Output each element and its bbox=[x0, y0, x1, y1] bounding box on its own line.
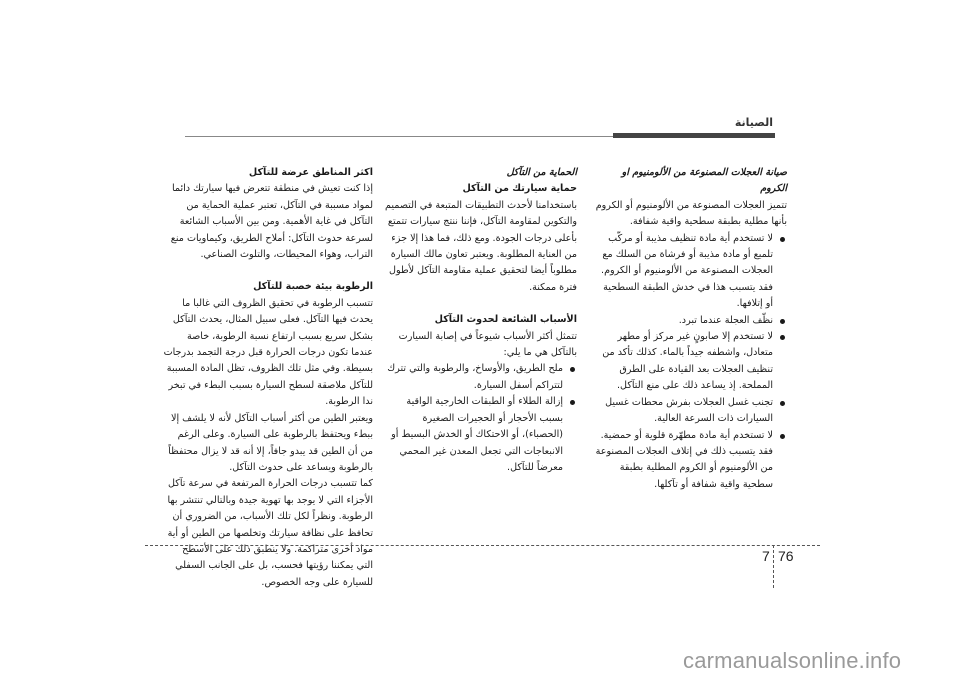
bullet-item: ملح الطريق، والأوساخ، والرطوبة والتي تترك لتتراكم أسفل السيارة. bbox=[385, 361, 577, 394]
page-number: 76 bbox=[778, 548, 794, 564]
wheel-care-bullets bbox=[595, 231, 787, 494]
column-corrosion-protection bbox=[385, 165, 577, 476]
heading-humidity: الرطوبة بيئة خصبة للتآكل bbox=[253, 281, 373, 293]
footer-dashed-rule bbox=[145, 545, 820, 546]
bullet-item: لا تستخدم إلا صابونٍ غير مركز أو مطهر متعادل، واشطفه جيداً بالماء. كذلك تأكد من تنظيف العجلات بعد القيادة على الطرق المملحة. إذ يساعد ذلك على منع التآكل. bbox=[595, 329, 787, 395]
high-risk-intro: إذا كنت تعيش في منطقة تتعرض فيها سيارتك دائما لمواد مسببة في التآكل، تعتبر عملية الحماية من التآكل في غاية الأهمية. ومن بين الأسباب الشائعة لسرعة حدوث التآكل: أملاح الطريق، وكيماويات منع التراب، وهواء المحيطات، والتلوث الصناعي. bbox=[170, 183, 373, 261]
bullet-item: نظّف العجلة عندما تبرد. bbox=[595, 313, 787, 329]
heading-corrosion-protection: الحماية من التآكل bbox=[506, 167, 577, 178]
humidity-paragraph-1: تتسبب الرطوبة في تحقيق الظروف التي غالبا ما يحدث فيها التآكل. فعلى سبيل المثال، يحدث التآكل بشكل سريع بسبب ارتفاع نسبة الرطوبة، خاصة عندما تكون درجات الحرارة قبل درجة التجمد بدرجات بسيطة. وفي مثل تلك الظروف، تظل المادة المسببة للتآكل ملاصقة لسطح السيارة بسبب البطء في تبخر ندا الرطوبة. bbox=[163, 297, 373, 408]
bullet-item: إزالة الطلاء أو الطبقات الخارجية الواقية بسبب الأحجار أو الحجيرات الصغيرة (الحصباء)، أو الاحتكاك أو الخدش البسيط أو الانبعاجات التي تجعل المعدن غير المحمي معرضاً للتآكل. bbox=[385, 394, 577, 476]
corrosion-intro: باستخدامنا لأحدث التطبيقات المتبعة في التصميم والتكوين لمقاومة التآكل، فإننا ننتج سيارات تتمتع بأعلى درجات الجودة. ومع ذلك، فما هذا إلا جزء من العناية المطلوبة. ويعتبر تعاون مالك السيارة مطلوباً أيضا لتحقيق عملية مقاومة التآكل لأطول فترة ممكنة. bbox=[385, 199, 577, 293]
bullet-item: تجنب غسل العجلات بفرش محطات غسيل السيارات ذات السرعة العالية. bbox=[595, 395, 787, 428]
section-title: الصيانة bbox=[734, 116, 773, 129]
bullet-item: لا تستخدم أية مادة مطهّرة قلوية أو حمضية. فقد يتسبب ذلك في إتلاف العجلات المصنوعة من الألومنيوم أو الكروم المطلية بطبقة سطحية واقية شفافة أو تآكلها. bbox=[595, 428, 787, 494]
causes-bullets bbox=[385, 361, 577, 476]
header-thin-rule bbox=[185, 136, 613, 137]
subheading-protect-vehicle: حماية سيارتك من التآكل bbox=[462, 183, 577, 195]
footer-page-divider bbox=[773, 545, 774, 588]
chapter-number: 7 bbox=[762, 548, 770, 564]
column-wheel-care bbox=[595, 165, 787, 493]
column-high-risk-areas bbox=[163, 165, 373, 591]
wheel-care-intro: تتميز العجلات المصنوعة من الألومنيوم أو الكروم بأنها مطلية بطبقة سطحية واقية شفافة. bbox=[595, 199, 787, 228]
heading-common-causes: الأسباب الشائعة لحدوث التآكل bbox=[434, 314, 577, 326]
causes-intro: تتمثل أكثر الأسباب شيوعاً في إصابة السيارت بالتآكل هي ما يلي: bbox=[398, 330, 577, 359]
header-thick-bar bbox=[613, 133, 775, 138]
humidity-paragraph-3: كما تتسبب درجات الحرارة المرتفعة في سرعة تآكل الأجزاء التي لا يوجد بها تهوية جيدة وبالتالي تنتشر بها الرطوبة. ونظراً لكل تلك الأسباب، من الضروري أن تحافظ على نظافة سيارتك وتخلصها من الطين أو أية مواد أخرى متراكمة. ولا ينطبق ذلك على الأسطح التي يمكننا رؤيتها فحسب، بل على الجانب السفلي للسيارة على وجه الخصوص. bbox=[167, 478, 373, 588]
bullet-item: لا تستخدم أية مادة تنظيف مذيبة أو مركّب تلميع أو مادة مذيبة أو فرشاة من السلك مع العجلات المصنوعة من الألومنيوم أو الكروم. فقد يتسبب هذا في خدش الطبقة السطحية أو إتلافها. bbox=[595, 231, 787, 313]
heading-high-risk-areas: اكثر المناطق عرضة للتآكل bbox=[248, 167, 373, 178]
humidity-paragraph-2: ويعتبر الطين من أكثر أسباب التآكل لأنه لا يلشف إلا ببطء ويحتفظ بالرطوبة على السيارة. وعلى الرغم من أن الطين قد يبدو جافاً، إلا أنه قد لا يزال محتفظاً بالرطوبة ويساعد على حدوث التآكل. bbox=[168, 412, 373, 473]
watermark-text: carmanualsonline.info bbox=[683, 648, 902, 673]
heading-wheel-care: صيانة العجلات المصنوعة من الألومنيوم او الكروم bbox=[621, 167, 787, 195]
